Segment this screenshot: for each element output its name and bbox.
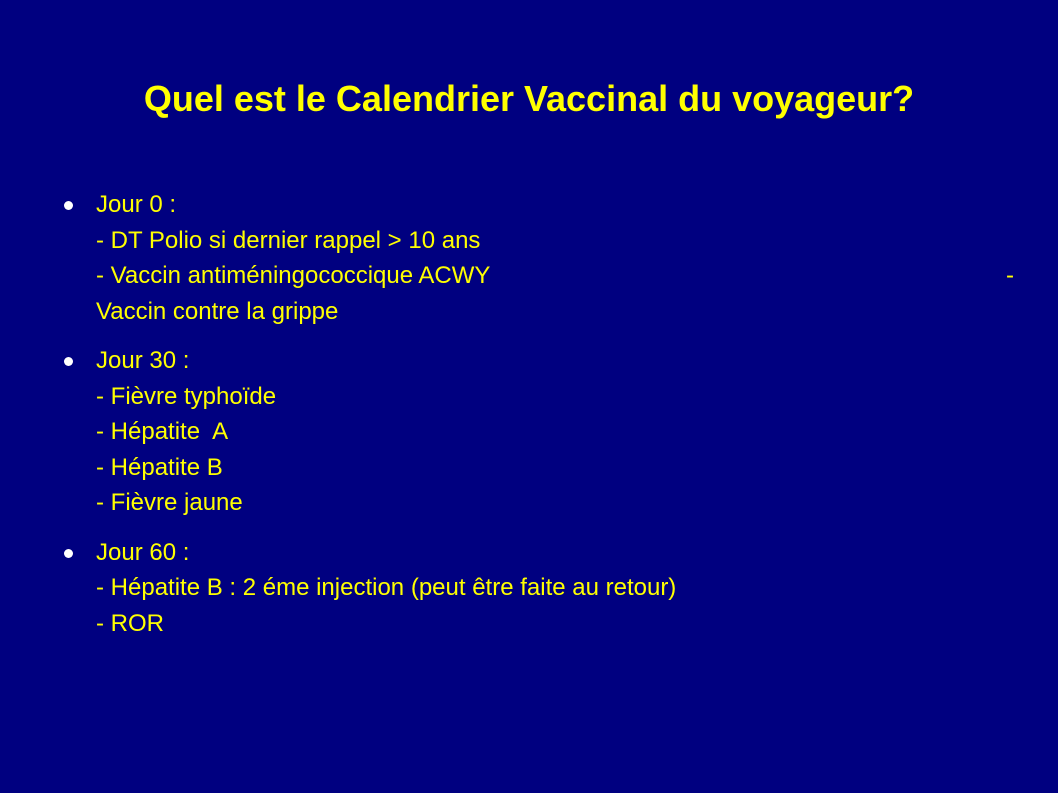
bullet-item-jour-60 xyxy=(64,535,1014,642)
bullet-heading: Jour 30 : xyxy=(96,347,190,374)
bullet-line: - DT Polio si dernier rappel > 10 ans xyxy=(96,226,481,254)
bullet-line: - Hépatite B xyxy=(96,453,223,481)
bullet-item-jour-0 xyxy=(64,187,1014,329)
bullet-line: - Hépatite A xyxy=(96,418,229,445)
bullet-item-jour-30 xyxy=(64,343,1014,521)
bullet-line: - ROR xyxy=(96,609,164,637)
bullet-list xyxy=(64,187,1014,655)
bullet-line: - Hépatite B : 2 éme injection (peut être faite au retour) xyxy=(96,574,677,601)
bullet-line-dash: - xyxy=(1006,262,1014,289)
bullet-line: - Fièvre typhoïde xyxy=(96,382,277,410)
bullet-line-split xyxy=(96,258,1014,294)
bullet-line: Vaccin contre la grippe xyxy=(96,297,339,325)
bullet-dot-icon xyxy=(64,549,73,558)
bullet-heading: Jour 60 : xyxy=(96,538,190,566)
bullet-line: - Fièvre jaune xyxy=(96,489,243,516)
bullet-heading: Jour 0 : xyxy=(96,191,177,218)
bullet-dot-icon xyxy=(64,201,73,210)
slide-title: Quel est le Calendrier Vaccinal du voyageur? xyxy=(143,78,915,119)
bullet-dot-icon xyxy=(64,357,73,366)
bullet-line: - Vaccin antiméningococcique ACWY xyxy=(96,262,491,289)
